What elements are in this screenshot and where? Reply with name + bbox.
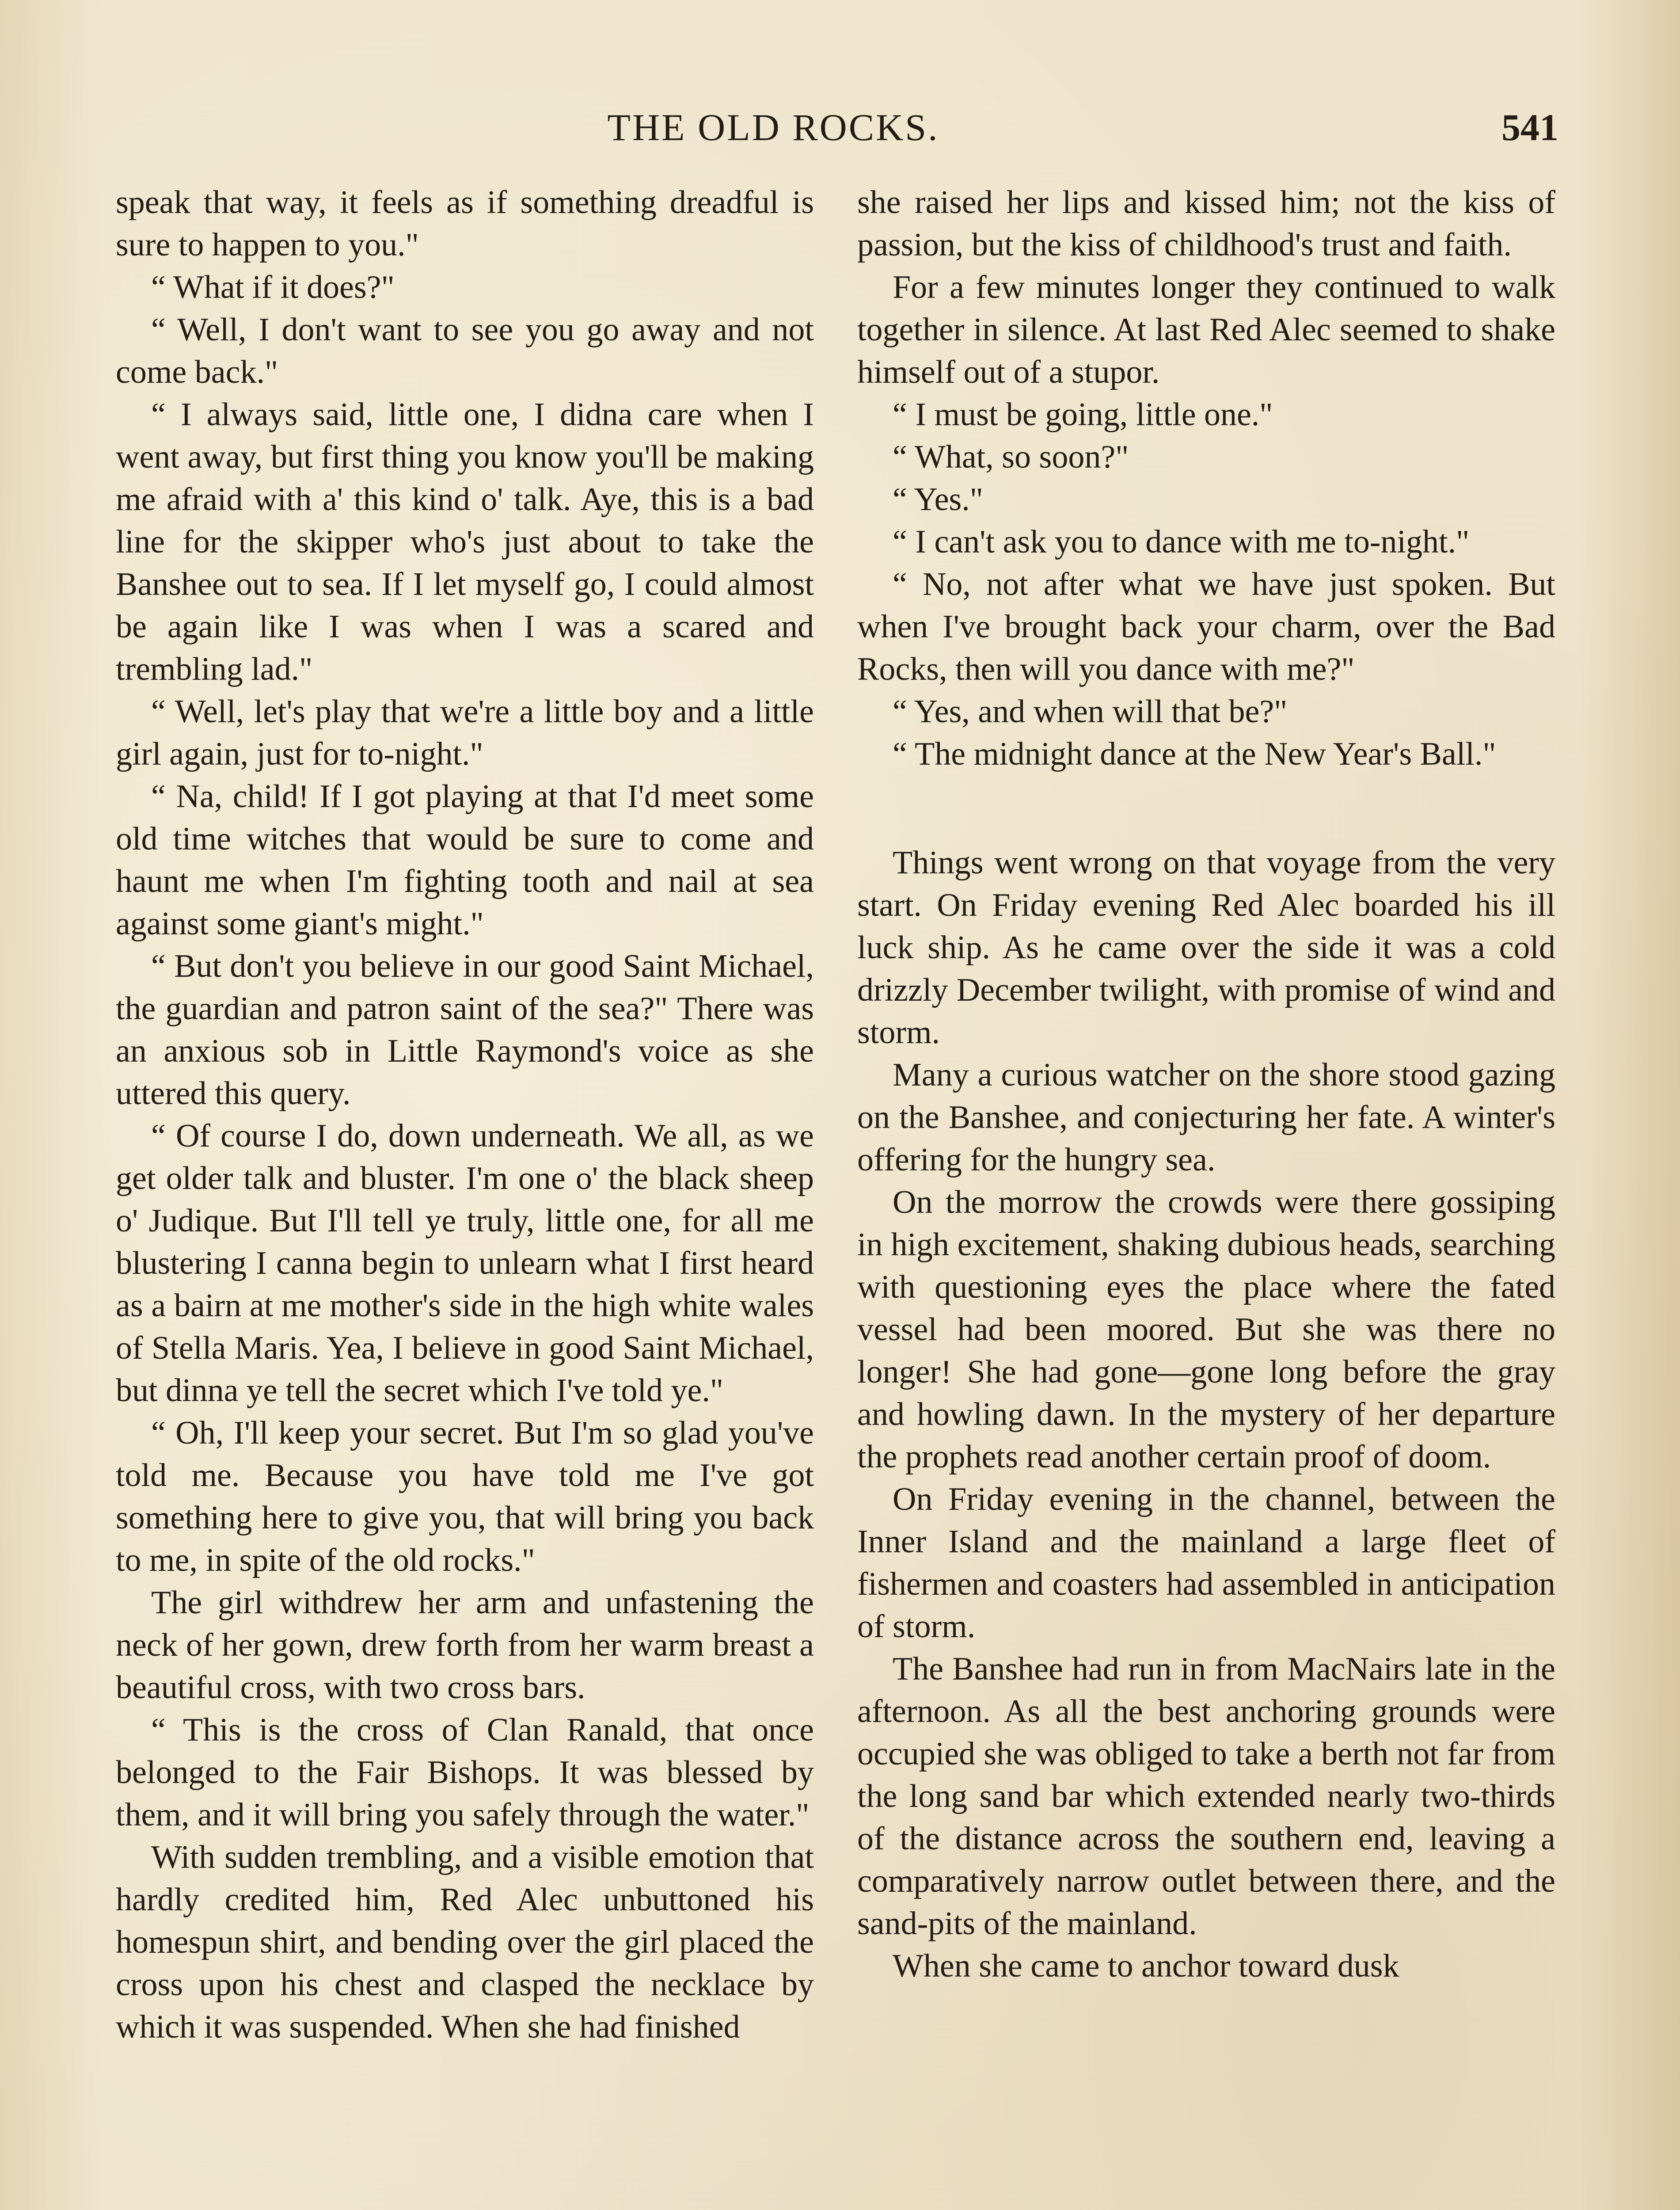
paragraph: she raised her lips and kissed him; not the kiss of passion, but the kiss of childhood's trust and faith. (857, 184, 1555, 263)
paragraph: “ No, not after what we have just spoken. But when I've brought back your charm, over the Bad Rocks, then will you dance with me?" (857, 566, 1555, 687)
paragraph: The Banshee had run in from MacNairs late in the afternoon. As all the best anchoring grounds were occupied she was obliged to take a berth not far from the long sand bar which extended nearly two-thirds of the distance across the southern end, leaving a comparatively narrow outlet between there, and the sand-pits of the mainland. (857, 1651, 1555, 1942)
paragraph: “ Na, child! If I got playing at that I'd meet some old time witches that would be sure to come and haunt me when I'm fighting tooth and nail at sea against some giant's might." (116, 778, 814, 942)
paragraph: “ Of course I do, down underneath. We all, as we get older talk and bluster. I'm one o' the black sheep o' Judique. But I'll tell ye truly, little one, for all me blustering I canna begin to unlearn what I first heard as a bairn at me mother's side in the high white wales of Stella Maris. Yea, I believe in good Saint Michael, but dinna ye tell the secret which I've told ye." (116, 1118, 814, 1409)
paragraph: “ Well, let's play that we're a little boy and a little girl again, just for to-night." (116, 693, 814, 772)
paragraph: “ Yes, and when will that be?" (893, 693, 1288, 730)
running-title: THE OLD ROCKS. (607, 106, 939, 149)
paragraph: “ This is the cross of Clan Ranald, that once belonged to the Fair Bishops. It was blessed by them, and it will bring you safely through the water." (116, 1712, 814, 1833)
paragraph: “ But don't you believe in our good Saint Michael, the guardian and patron saint of the sea?" There was an anxious sob in Little Raymond's voice as she uttered this query. (116, 948, 814, 1112)
paragraph: Many a curious watcher on the shore stood gazing on the Banshee, and conjecturing her fate. A winter's offering for the hungry sea. (857, 1057, 1555, 1178)
right-column (857, 181, 1555, 1987)
paragraph: “ Oh, I'll keep your secret. But I'm so glad you've told me. Because you have told me I've got something here to give you, that will bring you back to me, in spite of the old rocks." (116, 1415, 814, 1578)
paragraph: “ I must be going, little one." (893, 396, 1273, 433)
paragraph: “ What if it does?" (151, 269, 395, 305)
paragraph: “ I can't ask you to dance with me to-night." (893, 524, 1470, 560)
paragraph: “ What, so soon?" (893, 439, 1129, 475)
paragraph: Things went wrong on that voyage from the very start. On Friday evening Red Alec boarded his ill luck ship. As he came over the side it was a cold drizzly December twilight, with promise of wind and storm. (857, 845, 1555, 1051)
paragraph: With sudden trembling, and a visible emotion that hardly credited him, Red Alec unbuttoned his homespun shirt, and bending over the girl placed the cross upon his chest and clasped the necklace by which it was suspended. When she had finished (116, 1839, 814, 2045)
paragraph: The girl withdrew her arm and unfastening the neck of her gown, drew forth from her warm breast a beautiful cross, with two cross bars. (116, 1585, 814, 1706)
paragraph: On Friday evening in the channel, between the Inner Island and the mainland a large fleet of fishermen and coasters had assembled in anticipation of storm. (857, 1481, 1555, 1645)
paragraph: speak that way, it feels as if something dreadful is sure to happen to you." (116, 184, 814, 263)
paragraph: When she came to anchor toward dusk (893, 1948, 1399, 1984)
paragraph: “ The midnight dance at the New Year's Ball." (893, 736, 1496, 772)
paragraph: For a few minutes longer they continued to walk together in silence. At last Red Alec seemed to shake himself out of a stupor. (857, 269, 1555, 390)
paragraph: “ Yes." (893, 481, 983, 518)
page-number: 541 (1501, 106, 1558, 149)
paragraph: “ Well, I don't want to see you go away and not come back." (116, 312, 814, 390)
paragraph: On the morrow the crowds were there gossiping in high excitement, shaking dubious heads, searching with questioning eyes the place where the fated vessel had been moored. But she was there no longer! She had gone—gone long before the gray and howling dawn. In the mystery of her departure the prophets read another certain proof of doom. (857, 1184, 1555, 1475)
paragraph: “ I always said, little one, I didna care when I went away, but first thing you know you'll be making me afraid with a' this kind o' talk. Aye, this is a bad line for the skipper who's just about to take the Banshee out to sea. If I let myself go, I could almost be again like I was when I was a scared and trembling lad." (116, 396, 814, 687)
left-column (116, 181, 814, 2048)
